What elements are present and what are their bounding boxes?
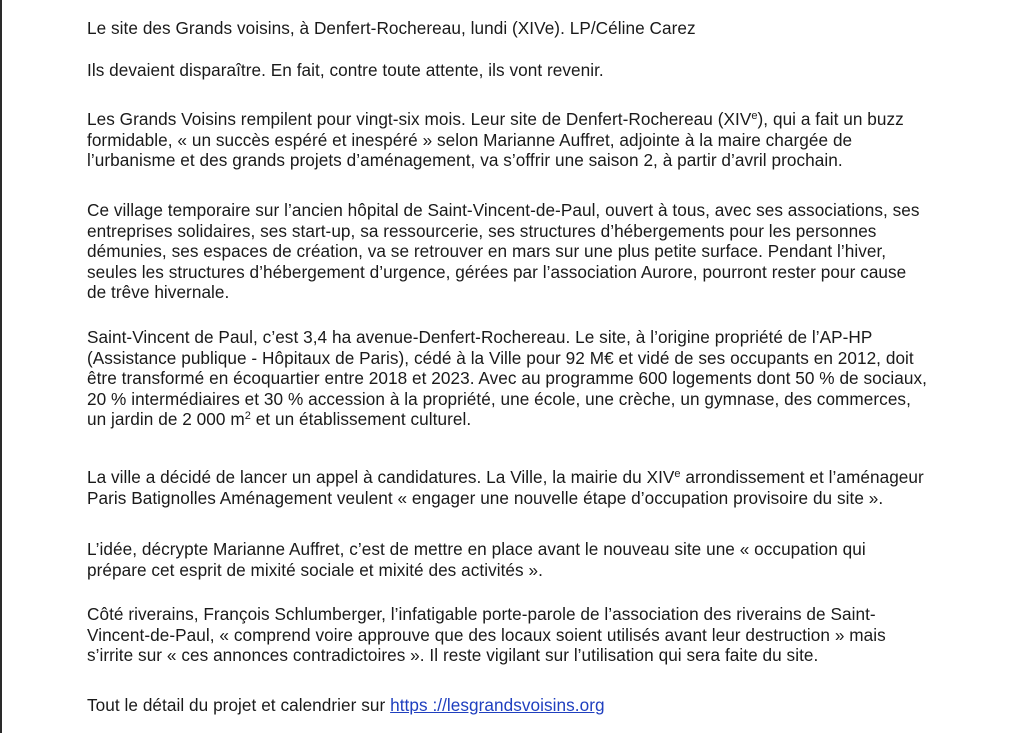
lead-paragraph xyxy=(87,60,604,81)
superscript: 2 xyxy=(244,410,251,422)
paragraph-line: s’irrite sur « ces annonces contradictoires ». Il reste vigilant sur l’utilisation qui sera faite du site. xyxy=(87,645,819,665)
footer-text: Tout le détail du projet et calendrier sur xyxy=(87,695,391,715)
paragraph-line: L’idée, décrypte Marianne Auffret, c’est de mettre en place avant le nouveau site une « occupation qui xyxy=(87,539,866,559)
paragraph-5 xyxy=(87,539,866,580)
paragraph-line: démunies, ses espaces de création, va se retrouver en mars sur une plus petite surface. Pendant l’hiver, xyxy=(87,241,887,261)
footer-line xyxy=(87,695,605,716)
paragraph-line: Saint-Vincent de Paul, c’est 3,4 ha avenue-Denfert-Rochereau. Le site, à l’origine propriété de l’AP-HP xyxy=(87,327,873,347)
paragraph-line: seules les structures d’hébergement d’urgence, gérées par l’association Aurore, pourront rester pour cause xyxy=(87,261,907,282)
website-link[interactable]: https ://lesgrandsvoisins.org xyxy=(390,695,605,715)
photo-caption xyxy=(87,18,696,39)
scan-edge xyxy=(0,0,2,733)
paragraph-line: entreprises solidaires, ses start-up, sa ressourcerie, ses structures d’hébergements pour les personnes xyxy=(87,220,877,241)
paragraph-line xyxy=(87,467,924,488)
paragraph-line xyxy=(87,109,904,130)
paragraph-2 xyxy=(87,200,920,303)
paragraph-line: (Assistance publique - Hôpitaux de Paris), cédé à la Ville pour 92 M€ et vidé de ses occupants en 2012, doit xyxy=(87,347,914,368)
paragraph-line: prépare cet esprit de mixité sociale et mixité des activités ». xyxy=(87,559,543,580)
caption-line: Le site des Grands voisins, à Denfert-Rochereau, lundi (XIVe). LP/Céline Carez xyxy=(87,18,696,38)
text-run: La ville a décidé de lancer un appel à candidatures. La Ville, la mairie du XIV xyxy=(87,467,675,487)
paragraph-line: l’urbanisme et des grands projets d’aménagement, va s’offrir une saison 2, à partir d’avril prochain. xyxy=(87,150,843,170)
paragraph-line: être transformé en écoquartier entre 2018 et 2023. Avec au programme 600 logements dont 50 % de sociaux, xyxy=(87,368,927,388)
paragraph-line: Paris Batignolles Aménagement veulent « engager une nouvelle étape d’occupation provisoire du site ». xyxy=(87,487,884,508)
superscript: e xyxy=(674,468,681,480)
superscript: e xyxy=(751,110,758,122)
paragraph-line: Ce village temporaire sur l’ancien hôpital de Saint-Vincent-de-Paul, ouvert à tous, avec ses associations, ses xyxy=(87,200,920,220)
paragraph-line: Vincent-de-Paul, « comprend voire approuve que des locaux soient utilisés avant leur destruction » mais xyxy=(87,624,886,645)
paragraph-6 xyxy=(87,604,886,666)
paragraph-line: 20 % intermédiaires et 30 % accession à la propriété, une école, une crèche, un gymnase, des commerces, xyxy=(87,388,911,409)
paragraph-line xyxy=(87,409,927,430)
paragraph-1 xyxy=(87,109,904,171)
text-run: Les Grands Voisins rempilent pour vingt-six mois. Leur site de Denfert-Rochereau (XIV xyxy=(87,109,752,129)
text-run: et un établissement culturel. xyxy=(250,409,472,429)
paragraph-line: Côté riverains, François Schlumberger, l’infatigable porte-parole de l’association des riverains de Saint- xyxy=(87,604,876,624)
paragraph-line: formidable, « un succès espéré et inespéré » selon Marianne Auffret, adjointe à la maire chargée de xyxy=(87,129,853,150)
paragraph-4 xyxy=(87,467,924,508)
footer-paragraph xyxy=(87,695,605,716)
paragraph-3 xyxy=(87,327,927,430)
text-run: ), qui a fait un buzz xyxy=(757,109,904,129)
text-run: un jardin de 2 000 m xyxy=(87,409,245,429)
paragraph-line: de trêve hivernale. xyxy=(87,282,230,302)
text-run: arrondissement et l’aménageur xyxy=(680,467,924,487)
lead-line: Ils devaient disparaître. En fait, contre toute attente, ils vont revenir. xyxy=(87,60,604,80)
